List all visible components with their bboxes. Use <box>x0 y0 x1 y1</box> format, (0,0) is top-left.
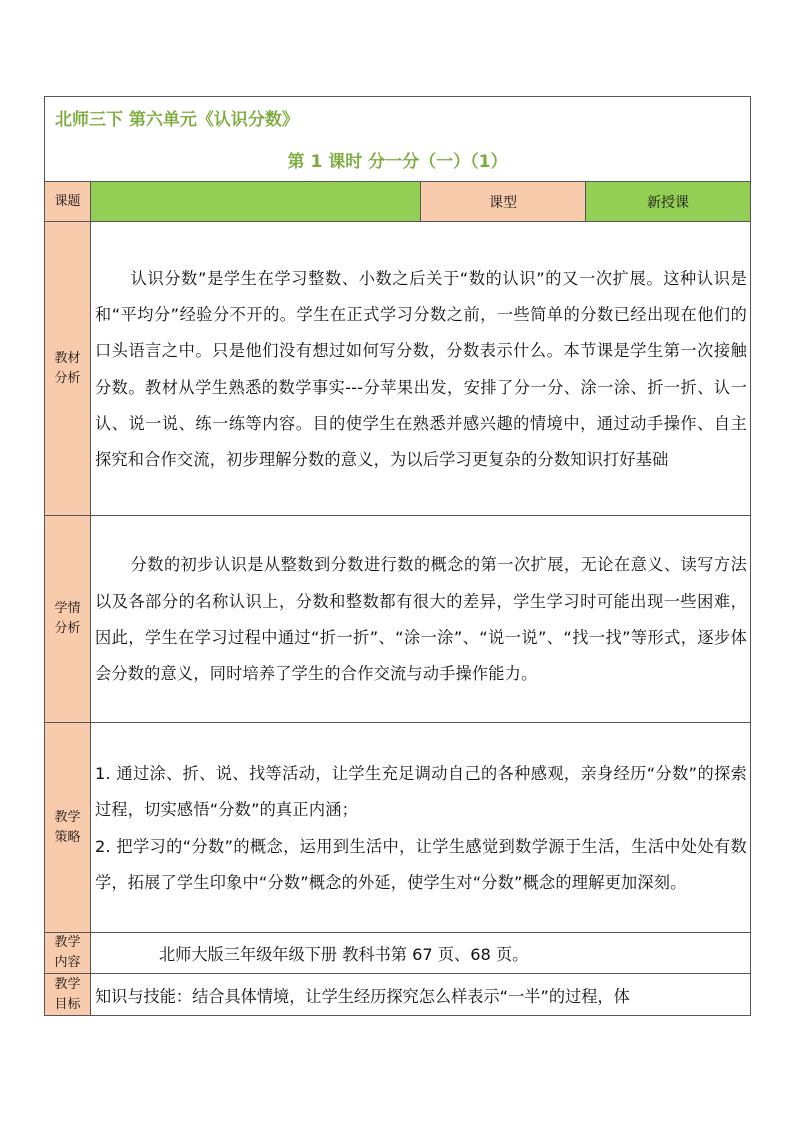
label-line: 策略 <box>54 829 81 845</box>
strategy-item: 1. 通过涂、折、说、找等活动，让学生充足调动自己的各种感观，亲身经历“分数”的探索过程，切实感悟“分数”的真正内涵； <box>95 763 747 820</box>
goals-row <box>45 974 751 1016</box>
content-row <box>45 933 751 974</box>
paragraph: 分数的初步认识是从整数到分数进行数的概念的第一次扩展，无论在意义、读写方法以及各部分的名称认识上，分数和整数都有很大的差异，学生学习时可能出现一些困难，因此，学生在学习过程中通过“折一折”、“涂一涂”、“说一说”、“找一找”等形式，逐步体会分数的意义，同时培养了学生的合作交流与动手操作能力。 <box>95 555 747 684</box>
strategy-row <box>45 723 751 933</box>
lesson-title: 第 1 课时 分一分（一）（1） <box>287 152 508 172</box>
type-label: 课型 <box>421 182 586 222</box>
label-line: 分析 <box>54 370 81 386</box>
learner-analysis-label <box>45 516 91 723</box>
title-cell <box>45 97 751 182</box>
label-line: 分析 <box>54 621 81 636</box>
lesson-plan-table <box>44 96 751 1016</box>
content-label <box>45 933 91 974</box>
paragraph: 认识分数”是学生在学习整数、小数之后关于“数的认识”的又一次扩展。这种认识是和“平均分”经验分不开的。学生在正式学习分数之前，一些简单的分数已经出现在他们的口头语言之中。只是他们没有想过如何写分数，分数表示什么。本节课是学生第一次接触分数。教材从学生熟悉的数学事实---分苹果出发，安排了分一分、涂一涂、折一折、认一认、说一说、练一练等内容。目的使学生在熟悉并感兴趣的情境中，通过动手操作、自主探究和合作交流，初步理解分数的意义，为以后学习更复杂的分数知识打好基础 <box>95 268 747 470</box>
goals-label <box>45 974 91 1016</box>
learner-analysis-row <box>45 516 751 723</box>
textbook-analysis-label <box>45 222 91 516</box>
learner-analysis-text <box>91 516 751 723</box>
label-line: 内容 <box>54 955 81 970</box>
goals-text: 知识与技能：结合具体情境，让学生经历探究怎么样表示“一半”的过程，体 <box>91 974 751 1016</box>
label-line: 教学 <box>54 935 81 950</box>
topic-value <box>91 182 421 222</box>
label-line: 教学 <box>54 976 81 992</box>
strategy-item: 2. 把学习的“分数”的概念，运用到生活中，让学生感觉到数学源于生活，生活中处处有数学，拓展了学生印象中“分数”概念的外延，使学生对“分数”概念的理解更加深刻。 <box>95 836 747 892</box>
series-title: 北师三下 第六单元《认识分数》 <box>55 110 299 130</box>
textbook-analysis-row <box>45 222 751 516</box>
strategy-label <box>45 723 91 933</box>
info-row <box>45 182 751 222</box>
strategy-text <box>91 723 751 933</box>
textbook-analysis-text <box>91 222 751 516</box>
type-value: 新授课 <box>586 182 751 222</box>
topic-label: 课题 <box>45 182 91 222</box>
label-line: 教材 <box>54 350 81 366</box>
label-line: 目标 <box>54 996 81 1012</box>
content-text: 北师大版三年级年级下册 教科书第 67 页、68 页。 <box>91 933 751 974</box>
label-line: 教学 <box>54 809 81 825</box>
label-line: 学情 <box>54 601 81 616</box>
title-row <box>45 97 751 182</box>
